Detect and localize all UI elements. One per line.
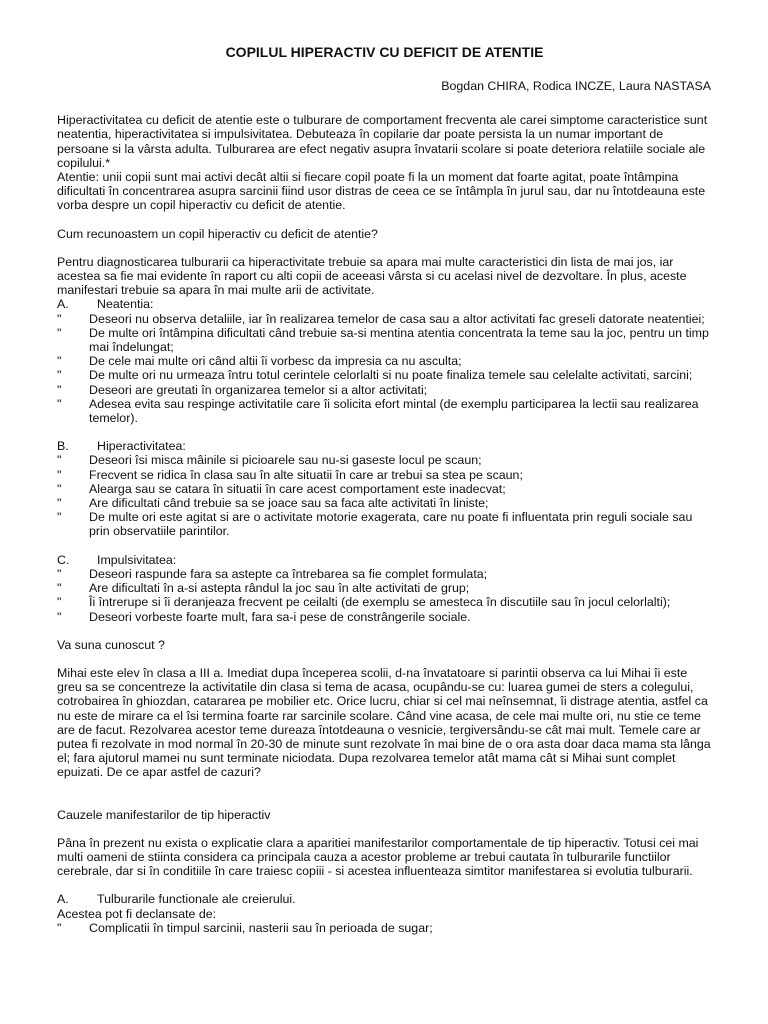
list-item-text: Alearga sau se catara în situatii în care acest comportament este inadecvat; bbox=[89, 481, 506, 496]
bullet-mark: " bbox=[57, 467, 62, 482]
list-item bbox=[57, 510, 712, 538]
list-item bbox=[57, 482, 712, 496]
list-item bbox=[57, 496, 712, 510]
section-a-heading bbox=[57, 297, 712, 311]
cause-a-heading bbox=[57, 892, 712, 906]
list-item-text: De cele mai multe ori când altii îi vorbesc da impresia ca nu asculta; bbox=[89, 354, 462, 369]
bullet-mark: " bbox=[57, 354, 62, 369]
bullet-mark: " bbox=[57, 496, 62, 511]
list-item-text: Îi întrerupe si îi deranjeaza frecvent pe ceilalti (de exemplu se amesteca în discutiile sau în jocul celorlalti); bbox=[89, 595, 671, 610]
attention-note-paragraph: Atentie: unii copii sunt mai activi decât altii si fiecare copil poate fi la un moment dat foarte agitat, poate întâmpina dificultati în concentrarea asupra sarcinii fiind usor distras de ceea ce se întâmpla în jurul sau, dar nu întotdeauna este vorba despre un copil hiperactiv cu deficit de atentie. bbox=[57, 170, 706, 213]
list-item bbox=[57, 595, 712, 609]
list-item-text: Are dificultati când trebuie sa se joace sau sa faca alte activitati în liniste; bbox=[89, 496, 489, 511]
bullet-mark: " bbox=[57, 453, 62, 468]
bullet-mark: " bbox=[57, 382, 62, 397]
causes-heading: Cauzele manifestarilor de tip hiperactiv bbox=[57, 807, 271, 822]
bullet-mark: " bbox=[57, 311, 62, 326]
list-item-text: Are dificultati în a-si astepta rândul la joc sau în alte activitati de grup; bbox=[89, 581, 470, 596]
bullet-mark: " bbox=[57, 368, 62, 383]
list-item bbox=[57, 567, 712, 581]
section-b-heading bbox=[57, 439, 712, 453]
list-item bbox=[57, 354, 712, 368]
story-paragraph: Mihai este elev în clasa a III a. Imediat dupa începerea scolii, d-na învatatoare si parintii observa ca lui Mihai îi este greu sa se concentreze la activitatile din clasa si tema de acasa, ocupându-se cu: luarea gumei de sters a colegului, cotrobairea în ghiozdan, catararea pe mobilier etc. Orice lucru, chiar si cel mai neînsemnat, îi distrage atentia, astfel ca nu este de mirare ca el îsi termina foarte rar sarcinile scolare. Când vine acasa, de cele mai multe ori, nu stie ce teme are de facut. Rezolvarea acestor teme dureaza întotdeauna o vesnicie, tergiversându-se cât mai mult. Temele care ar putea fi rezolvate in mod normal în 20-30 de minute sunt rezolvate în mai bine de o ora asta doar daca mama sta lânga el; fara ajutorul mamei nu sunt terminate niciodata. Dupa rezolvarea temelor atât mama cât si Mihai sunt complet epuizati. De ce apar astfel de cazuri? bbox=[57, 665, 711, 780]
document-title: COPILUL HIPERACTIV CU DEFICIT DE ATENTIE bbox=[225, 44, 544, 60]
bullet-mark: " bbox=[57, 920, 62, 935]
bullet-mark: " bbox=[57, 595, 62, 610]
list-item bbox=[57, 383, 712, 397]
cause-a-intro: Acestea pot fi declansate de: bbox=[57, 906, 217, 921]
section-a-letter: A. bbox=[57, 297, 69, 312]
list-item-text: Deseori vorbeste foarte mult, fara sa-i pese de constrângerile sociale. bbox=[89, 609, 471, 624]
causes-paragraph: Pâna în prezent nu exista o explicatie clara a aparitiei manifestarilor comportamentale de tip hiperactiv. Totusi cei mai multi oameni de stiinta considera ca principala cauza a acestor probleme ar trebui cautata în tulburarile functiilor cerebrale, dar si în conditiile în care traiesc copiii - si acestea influenteaza simtitor manifestarea si evolutia tulburarii. bbox=[57, 835, 699, 879]
cause-a-letter: A. bbox=[57, 892, 69, 907]
list-item bbox=[57, 312, 712, 326]
cause-a-title: Tulburarile functionale ale creierului. bbox=[97, 892, 296, 907]
list-item-text: Frecvent se ridica în clasa sau în alte situatii în care ar trebui sa stea pe scaun; bbox=[89, 467, 523, 482]
bullet-mark: " bbox=[57, 325, 62, 340]
bullet-mark: " bbox=[57, 510, 62, 525]
list-item bbox=[57, 921, 712, 935]
list-item bbox=[57, 468, 712, 482]
list-item-text: Deseori raspunde fara sa astepte ca întrebarea sa fie complet formulata; bbox=[89, 566, 488, 581]
cause-a-list bbox=[57, 921, 712, 935]
authors-line: Bogdan CHIRA, Rodica INCZE, Laura NASTASA bbox=[441, 79, 711, 93]
section-c-title: Impulsivitatea: bbox=[97, 552, 177, 567]
list-item bbox=[57, 368, 712, 382]
section-b-letter: B. bbox=[57, 439, 69, 454]
list-item-text: Complicatii în timpul sarcinii, nasterii sau în perioada de sugar; bbox=[89, 920, 433, 935]
list-item-text: De multe ori nu urmeaza întru totul cerintele celorlalti si nu poate finaliza temele sau celelalte activitati, sarcini; bbox=[89, 368, 693, 383]
list-item bbox=[57, 581, 712, 595]
intro-paragraph: Hiperactivitatea cu deficit de atentie este o tulburare de comportament frecventa ale carei simptome caracteristice sunt neatentia, hiperactivitatea si impulsivitatea. Debuteaza în copilarie dar poate persista la un numar important de persoane si la vârsta adulta. Tulburarea are efect negativ asupra învatarii scolare si poate deteriora relatiile sociale ale copilului.* bbox=[57, 113, 708, 170]
bullet-mark: " bbox=[57, 581, 62, 596]
section-c-letter: C. bbox=[57, 552, 70, 567]
section-a-title: Neatentia: bbox=[97, 297, 154, 312]
list-item-text: Deseori are greutati în organizarea temelor si a altor activitati; bbox=[89, 382, 428, 397]
section-b-title: Hiperactivitatea: bbox=[97, 439, 186, 454]
list-item bbox=[57, 453, 712, 467]
question-heading-2: Va suna cunoscut ? bbox=[57, 637, 165, 652]
section-c-heading bbox=[57, 553, 712, 567]
bullet-mark: " bbox=[57, 566, 62, 581]
bullet-mark: " bbox=[57, 481, 62, 496]
bullet-mark: " bbox=[57, 396, 62, 411]
list-item-text: Adesea evita sau respinge activitatile care îi solicita efort mintal (de exemplu participarea la lectii sau realizarea temelor). bbox=[89, 396, 699, 426]
list-item-text: Deseori nu observa detaliile, iar în realizarea temelor de casa sau a altor activitati fac greseli datorate neatentiei; bbox=[89, 311, 705, 326]
list-item-text: De multe ori este agitat si are o activitate motorie exagerata, care nu poate fi influentata prin reguli sociale sau prin observatiile parintilor. bbox=[89, 510, 693, 539]
list-item-text: Deseori îsi misca mâinile si picioarele sau nu-si gaseste locul pe scaun; bbox=[89, 453, 482, 468]
bullet-mark: " bbox=[57, 609, 62, 624]
list-item bbox=[57, 610, 712, 624]
list-item bbox=[57, 326, 712, 354]
list-item-text: De multe ori întâmpina dificultati când trebuie sa-si mentina atentia concentrata la teme sau la joc, pentru un timp mai îndelungat; bbox=[89, 325, 709, 355]
question-heading: Cum recunoastem un copil hiperactiv cu deficit de atentie? bbox=[57, 226, 378, 241]
diagnosis-paragraph: Pentru diagnosticarea tulburarii ca hiperactivitate trebuie sa apara mai multe caracteristici din lista de mai jos, iar acestea sa fie mai evidente în raport cu alti copii de aceeasi vârsta si cu acelasi nivel de dezvoltare. În plus, aceste manifestari trebuie sa apara în mai multe arii de activitate. bbox=[57, 254, 687, 298]
section-a-list bbox=[57, 312, 712, 426]
section-b-list bbox=[57, 453, 712, 538]
list-item bbox=[57, 397, 712, 425]
section-c-list bbox=[57, 567, 712, 624]
